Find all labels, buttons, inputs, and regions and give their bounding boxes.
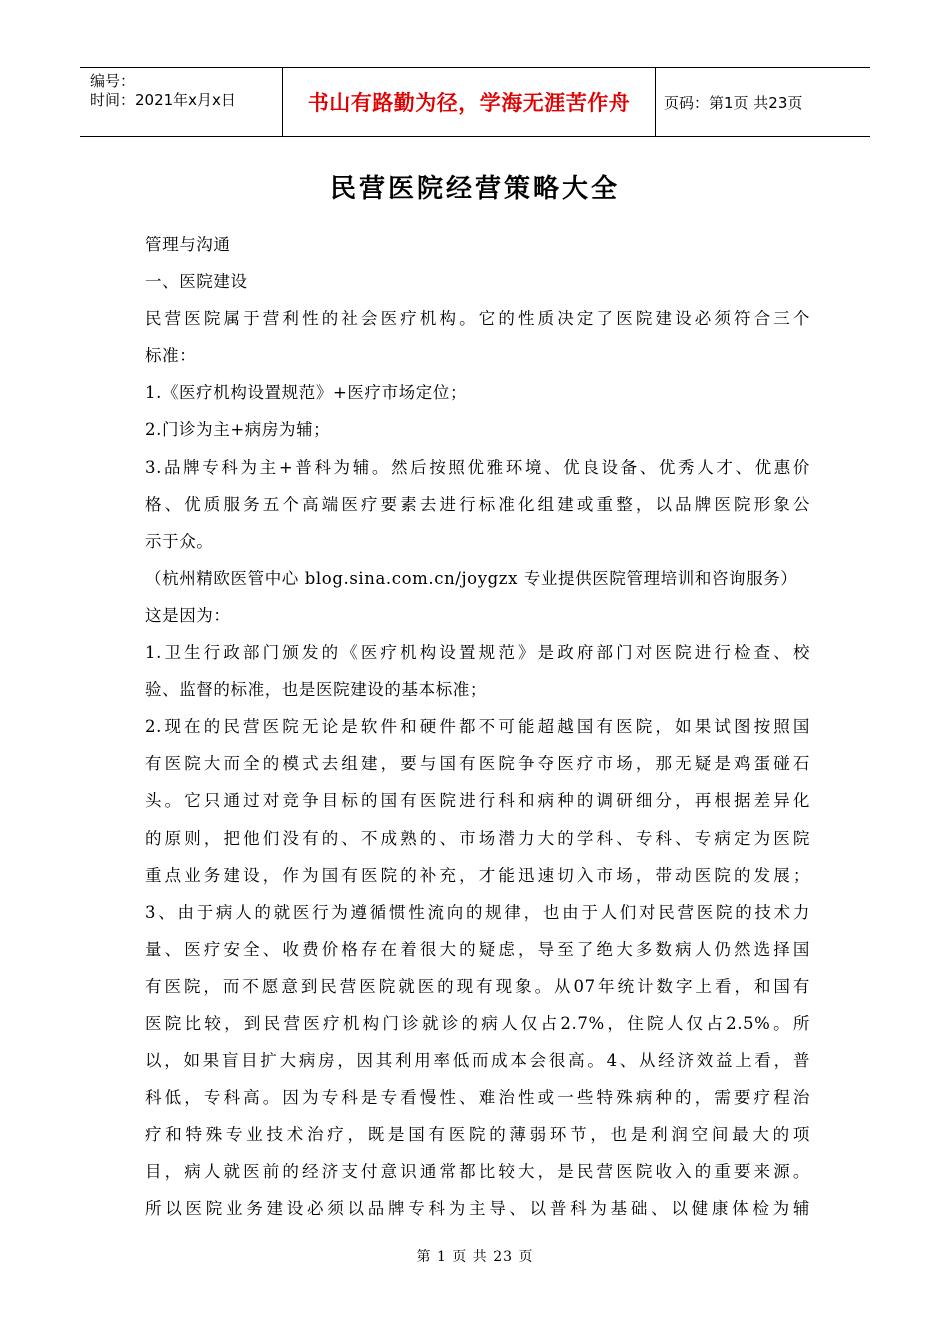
time-label: 时间：2021年x月x日 xyxy=(90,91,236,109)
number-label: 编号： xyxy=(90,72,136,90)
body-line: 一、医院建设 xyxy=(145,272,248,292)
body-line: 3.品牌专科为主+普科为辅。然后按照优雅环境、优良设备、优秀人才、优惠价 xyxy=(145,457,810,477)
body-line: 2.门诊为主+病房为辅； xyxy=(145,420,331,440)
body-line: 标准： xyxy=(145,346,197,366)
body-line: 科低，专科高。因为专科是专看慢性、难治性或一些特殊病种的，需要疗程治 xyxy=(145,1088,810,1108)
body-line: 格、优质服务五个高端医疗要素去进行标准化组建或重整，以品牌医院形象公 xyxy=(145,494,810,514)
header-meta xyxy=(80,68,282,136)
body-line: 所以医院业务建设必须以品牌专科为主导、以普科为基础、以健康体检为辅 xyxy=(145,1199,810,1219)
page-footer: 第 1 页 共 23 页 xyxy=(416,1249,534,1265)
body-line: 头。它只通过对竞争目标的国有医院进行科和病种的调研细分，再根据差异化 xyxy=(145,791,810,811)
body-line: 这是因为： xyxy=(145,605,231,625)
body-line: 1.《医疗机构设置规范》+医疗市场定位； xyxy=(145,383,468,403)
body-line: 目，病人就医前的经济支付意识通常都比较大，是民营医院收入的重要来源。 xyxy=(145,1162,810,1182)
body-line: （杭州精欧医管中心 blog.sina.com.cn/joygzx 专业提供医院管理培训和咨询服务） xyxy=(145,568,798,588)
body-line: 有医院大而全的模式去组建，要与国有医院争夺医疗市场，那无疑是鸡蛋碰石 xyxy=(145,754,810,774)
body-line: 验、监督的标准，也是医院建设的基本标准； xyxy=(145,680,487,700)
body-line: 2.现在的民营医院无论是软件和硬件都不可能超越国有医院，如果试图按照国 xyxy=(145,717,810,737)
body-line: 示于众。 xyxy=(145,531,214,551)
header-page-info: 页码：第1页 共23页 xyxy=(664,93,803,112)
body-line: 3、由于病人的就医行为遵循惯性流向的规律，也由于人们对民营医院的技术力 xyxy=(145,902,810,922)
body-line: 的原则，把他们没有的、不成熟的、市场潜力大的学科、专科、专病定为医院 xyxy=(145,828,810,848)
document-title: 民营医院经营策略大全 xyxy=(329,174,620,204)
page-header xyxy=(80,67,870,137)
body-line: 1.卫生行政部门颁发的《医疗机构设置规范》是政府部门对医院进行检查、校 xyxy=(145,643,810,663)
document-body xyxy=(145,226,810,1228)
header-motto: 书山有路勤为径，学海无涯苦作舟 xyxy=(282,68,656,136)
body-line: 有医院，而不愿意到民营医院就医的现有现象。从07年统计数字上看，和国有 xyxy=(145,976,810,996)
body-line: 疗和特殊专业技术治疗，既是国有医院的薄弱环节，也是利润空间最大的项 xyxy=(145,1125,810,1145)
body-line: 民营医院属于营利性的社会医疗机构。它的性质决定了医院建设必须符合三个 xyxy=(145,309,810,329)
body-line: 以，如果盲目扩大病房，因其利用率低而成本会很高。4、从经济效益上看，普 xyxy=(145,1051,810,1071)
body-line: 量、医疗安全、收费价格存在着很大的疑虑，导至了绝大多数病人仍然选择国 xyxy=(145,939,810,959)
body-line: 重点业务建设，作为国有医院的补充，才能迅速切入市场，带动医院的发展； xyxy=(145,865,810,885)
body-line: 医院比较，到民营医疗机构门诊就诊的病人仅占2.7%，住院人仅占2.5%。所 xyxy=(145,1013,810,1033)
body-line: 管理与沟通 xyxy=(145,235,231,254)
